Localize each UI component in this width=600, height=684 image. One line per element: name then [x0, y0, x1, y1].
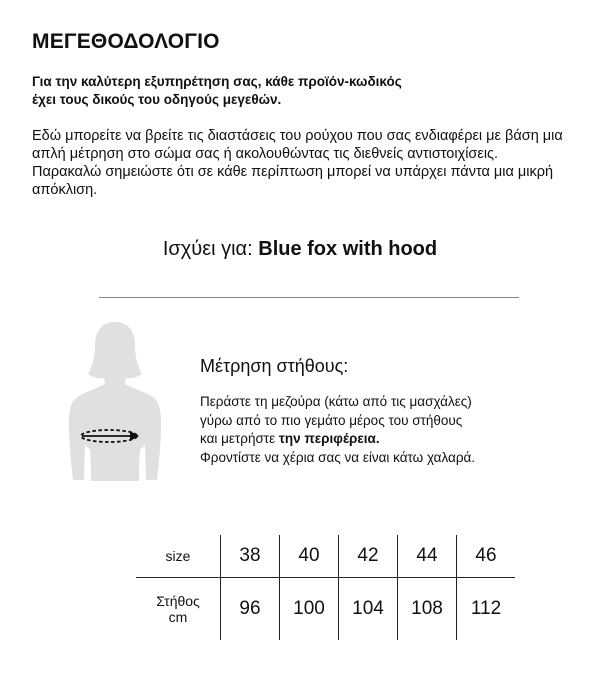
chest-cell: 96: [221, 578, 280, 641]
size-cell: 44: [398, 535, 457, 578]
applies-to: [0, 238, 600, 261]
measurement-line-3-prefix: και μετρήστε: [200, 431, 276, 446]
size-cell: 38: [221, 535, 280, 578]
intro-bold-line-2: έχει τους δικούς του οδηγούς μεγεθών.: [32, 92, 282, 107]
intro-text: [32, 127, 572, 199]
intro-bold-text: [32, 73, 452, 109]
measurement-line-3-bold: την περιφέρεια.: [278, 431, 380, 446]
chest-label: Στήθος: [156, 593, 200, 609]
chest-cell: 104: [339, 578, 398, 641]
applies-label: Ισχύει για:: [162, 238, 253, 260]
size-row-label: size: [136, 535, 221, 578]
size-cell: 40: [280, 535, 339, 578]
measurement-line-1: Περάστε τη μεζούρα (κάτω από τις μασχάλες): [200, 394, 472, 409]
size-table: [136, 535, 515, 640]
measurement-title: Μέτρηση στήθους:: [200, 356, 349, 376]
size-row: [136, 535, 515, 578]
measurement-line-4: Φροντίστε να χέρια σας να είναι κάτω χαλαρά.: [200, 449, 476, 465]
chest-row-label: [136, 578, 221, 641]
size-cell: 42: [339, 535, 398, 578]
measurement-instructions: [200, 393, 580, 467]
chest-row: [136, 578, 515, 641]
page-title: ΜΕΓΕΘΟΔΟΛΟΓΙΟ: [32, 30, 220, 53]
intro-bold-line-1: Για την καλύτερη εξυπηρέτηση σας, κάθε προϊόν-κωδικός: [32, 74, 402, 89]
measurement-line-2: γύρω από το πιο γεμάτο μέρος του στήθους: [200, 412, 463, 428]
chest-cell: 108: [398, 578, 457, 641]
female-torso-silhouette-icon: [60, 318, 170, 488]
product-name: Blue fox with hood: [258, 238, 438, 260]
section-divider: [99, 297, 519, 298]
chest-unit-label: cm: [168, 609, 188, 625]
size-cell: 46: [457, 535, 516, 578]
intro-paragraph-2: Παρακαλώ σημειώστε ότι σε κάθε περίπτωση μπορεί να υπάρχει πάντα μια μικρή απόκλιση.: [32, 164, 554, 198]
intro-paragraph-1: Εδώ μπορείτε να βρείτε τις διαστάσεις του ρούχου που σας ενδιαφέρει με βάση μια απλή μέτρηση στο σώμα σας ή ακολουθώντας τις διεθνείς αντιστοιχίσεις.: [32, 128, 563, 162]
chest-cell: 100: [280, 578, 339, 641]
chest-cell: 112: [457, 578, 516, 641]
measurement-line-3: [200, 430, 580, 449]
